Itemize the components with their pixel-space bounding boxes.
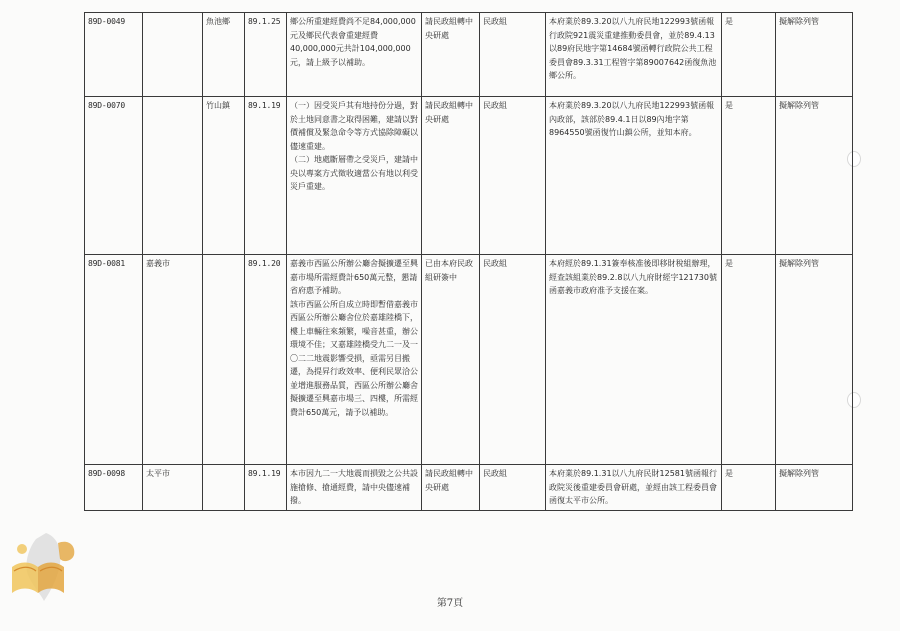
unit-cell: 太平市 — [143, 465, 203, 511]
case-id: 89D-0070 — [85, 97, 143, 255]
result-cell: 本府業於89.3.20以八九府民地122993號函報內政部，該部於89.4.1日以89內地字第8964550號函復竹山鎮公所，並知本府。 — [546, 97, 722, 255]
proposed-action-cell: 請民政組轉中央研處 — [422, 13, 480, 97]
date-cell: 89.1.25 — [245, 13, 287, 97]
case-id: 89D-0049 — [85, 13, 143, 97]
result-cell: 本府業於89.3.20以八九府民地122993號函報行政院921震災重建推動委員會，並於89.4.13以89府民地字第14684號函轉行政院公共工程委員會89.3.31工程管字第89007642函復魚池鄉公所。 — [546, 13, 722, 97]
handling-unit-cell: 民政組 — [480, 255, 546, 465]
table-row — [85, 255, 853, 465]
resolved-cell: 是 — [722, 255, 776, 465]
request-cell: （一）因受災戶其有地持份分過，對於土地同意書之取得困難，建請以對價補償及緊急命令等方式協除障礙以儘速重建。 （二）地處斷層帶之受災戶，建請中央以專案方式徵收適當公有地以利受災戶重建。 — [287, 97, 422, 255]
page-number: 第7頁 — [436, 598, 464, 609]
unit-cell — [143, 13, 203, 97]
handling-unit-cell: 民政組 — [480, 97, 546, 255]
result-cell: 本府業於89.1.31以八九府民財12581號函報行政院災後重建委員會研處，並經由該工程委員會函復太平市公所。 — [546, 465, 722, 511]
resolved-cell: 是 — [722, 97, 776, 255]
resolved-cell: 是 — [722, 465, 776, 511]
remark-cell: 擬解除列管 — [776, 97, 853, 255]
date-cell: 89.1.20 — [245, 255, 287, 465]
locality-cell — [203, 465, 245, 511]
proposed-action-cell: 已由本府民政組研簽中 — [422, 255, 480, 465]
result-cell: 本府經於89.1.31簽奉核准後即移財稅組辦理，經查該組業於89.2.8以八九府財經字121730號函嘉義市政府准予支援在案。 — [546, 255, 722, 465]
remark-cell: 擬解除列管 — [776, 13, 853, 97]
date-cell: 89.1.19 — [245, 465, 287, 511]
taiwan-archive-logo-icon — [2, 527, 84, 607]
case-table — [84, 12, 853, 511]
proposed-action-cell: 請民政組轉中央研處 — [422, 465, 480, 511]
request-cell: 鄉公所重建經費尚不足84,000,000元及鄉民代表會重建經費40,000,000元共計104,000,000元，請上級予以補助。 — [287, 13, 422, 97]
request-cell: 本市因九二一大地震而損毀之公共設施搶修、搶通經費，請中央儘速補撥。 — [287, 465, 422, 511]
resolved-cell: 是 — [722, 13, 776, 97]
unit-cell: 嘉義市 — [143, 255, 203, 465]
case-id: 89D-0081 — [85, 255, 143, 465]
table-row — [85, 97, 853, 255]
locality-cell — [203, 255, 245, 465]
remark-cell: 擬解除列管 — [776, 255, 853, 465]
unit-cell — [143, 97, 203, 255]
case-id: 89D-0098 — [85, 465, 143, 511]
table-row — [85, 465, 853, 511]
request-cell: 嘉義市西區公所辦公廳舍擬擴遷至興嘉市場所需經費計650萬元整，懇請省府惠予補助。 該市西區公所自成立時即暫借嘉義市西區公所辦公廳舍位於嘉雄陸橋下，樓上車輛往來頻繁，噪音甚重，辦公環境不佳；又嘉雄陸橋受九二一及一〇二二地震影響受損，亟需另目搬遷，為提昇行政效率、便利民眾洽公並增進服務品質，西區公所辦公廳舍擬擴遷至興嘉市場三、四樓，所需經費計650萬元，請予以補助。 — [287, 255, 422, 465]
locality-cell: 魚池鄉 — [203, 13, 245, 97]
table-row — [85, 13, 853, 97]
proposed-action-cell: 請民政組轉中央研處 — [422, 97, 480, 255]
handling-unit-cell: 民政組 — [480, 13, 546, 97]
remark-cell: 擬解除列管 — [776, 465, 853, 511]
locality-cell: 竹山鎮 — [203, 97, 245, 255]
date-cell: 89.1.19 — [245, 97, 287, 255]
handling-unit-cell: 民政組 — [480, 465, 546, 511]
